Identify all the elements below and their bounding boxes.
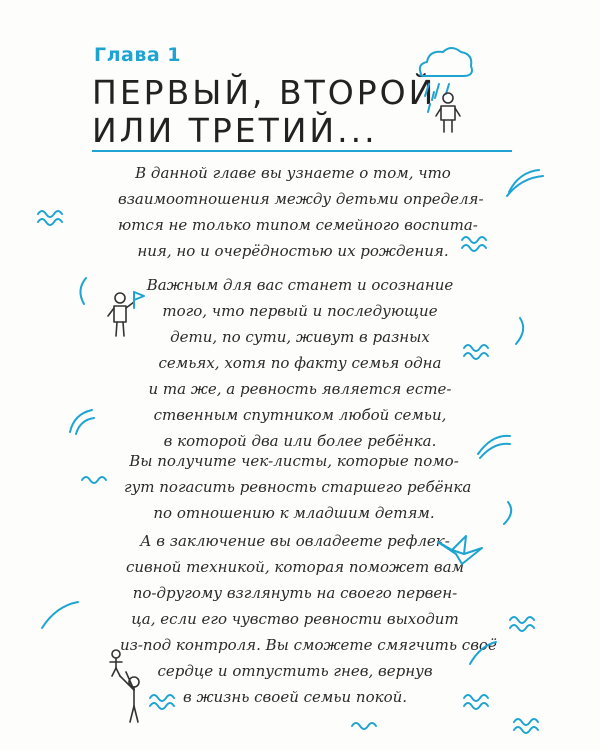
origami-bird-icon xyxy=(436,532,486,572)
paragraph-line: Вы получите чек-листы, которые помо- xyxy=(129,452,459,470)
wave-decoration xyxy=(462,340,492,360)
paragraph-line: по отношению к младшим детям. xyxy=(153,504,435,522)
paragraph-line: ца, если его чувство ревности выходит xyxy=(131,610,459,628)
child-under-rain-icon xyxy=(428,90,468,140)
paragraph-line: взаимоотношения между детьми определя- xyxy=(118,190,484,208)
paragraph-1 xyxy=(118,160,484,264)
wave-decoration xyxy=(512,714,542,734)
wave-decoration xyxy=(462,690,492,710)
paragraph-line: дети, по сути, живут в разных xyxy=(170,328,430,346)
paragraph-line: в которой два или более ребёнка. xyxy=(163,432,437,450)
chapter-label: Глава 1 xyxy=(94,44,182,66)
paragraph-line: ния, но и очерёдностью их рождения. xyxy=(137,242,449,260)
squiggle-decoration xyxy=(500,500,520,526)
squiggle-decoration xyxy=(74,276,94,306)
wave-decoration xyxy=(460,232,490,252)
squiggle-decoration xyxy=(505,168,545,198)
paragraph-line: из-под контроля. Вы сможете смягчить своё xyxy=(120,636,497,654)
child-with-flag-icon xyxy=(104,288,148,344)
wave-decoration xyxy=(36,206,66,226)
squiggle-decoration xyxy=(40,600,80,630)
paragraph-line: Важным для вас станет и осознание xyxy=(146,276,454,294)
squiggle-decoration xyxy=(476,430,512,460)
squiggle-decoration xyxy=(66,406,96,436)
chapter-title xyxy=(92,74,436,150)
paragraph-2 xyxy=(140,272,460,454)
paragraph-line: гут погасить ревность старшего ребёнка xyxy=(124,478,472,496)
paragraph-line: ются не только типом семейного воспита- xyxy=(118,216,478,234)
paragraph-line: семьях, хотя по факту семья одна xyxy=(158,354,442,372)
paragraph-line: сивной техникой, которая поможет вам xyxy=(125,558,465,576)
squiggle-decoration xyxy=(510,316,534,346)
paragraph-4 xyxy=(120,528,497,710)
paragraph-line: по-другому взглянуть на своего первен- xyxy=(132,584,458,602)
paragraph-line: А в заключение вы овладеете рефлек- xyxy=(140,532,450,550)
parent-lifting-child-icon xyxy=(100,646,150,726)
title-divider xyxy=(92,150,512,152)
paragraph-line: ственным спутником любой семьи, xyxy=(153,406,447,424)
wave-decoration xyxy=(350,718,380,732)
paragraph-line: того, что первый и последующие xyxy=(162,302,438,320)
paragraph-line: и та же, а ревность является есте- xyxy=(148,380,452,398)
chapter-title-line-1: ПЕРВЫЙ, ВТОРОЙ xyxy=(92,73,437,112)
wave-decoration xyxy=(148,690,178,710)
paragraph-3 xyxy=(124,448,472,526)
squiggle-decoration xyxy=(468,640,498,666)
wave-decoration xyxy=(80,472,110,486)
paragraph-line: В данной главе вы узнаете о том, что xyxy=(135,164,451,182)
wave-decoration xyxy=(508,612,538,632)
paragraph-line: в жизнь своей семьи покой. xyxy=(182,688,408,706)
chapter-title-line-2: ИЛИ ТРЕТИЙ... xyxy=(92,111,378,150)
paragraph-line: сердце и отпустить гнев, вернув xyxy=(157,662,433,680)
